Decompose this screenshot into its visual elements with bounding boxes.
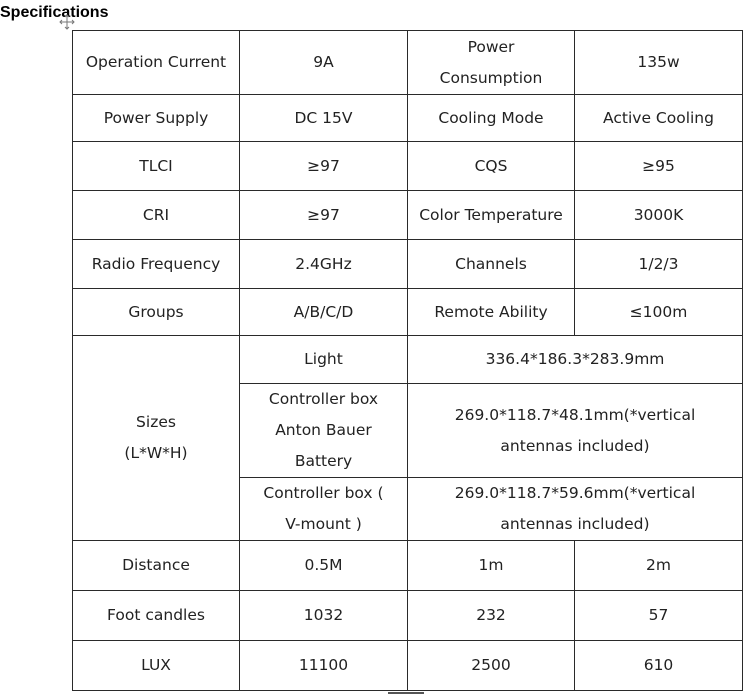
spec-label: Operation Current	[73, 31, 240, 95]
photometric-value: 610	[575, 641, 743, 691]
table-row	[73, 591, 743, 641]
sizes-value: 269.0*118.7*48.1mm(*vertical antennas included)	[408, 384, 743, 478]
table-row	[73, 240, 743, 289]
spec-label: CRI	[73, 191, 240, 240]
sizes-label: Sizes (L*W*H)	[73, 336, 240, 541]
photometric-label: LUX	[73, 641, 240, 691]
resize-handle[interactable]	[388, 692, 424, 694]
photometric-value: 1m	[408, 541, 575, 591]
move-handle-icon[interactable]	[59, 14, 75, 30]
photometric-value: 2m	[575, 541, 743, 591]
spec-value: ≥97	[240, 191, 408, 240]
spec-value: A/B/C/D	[240, 289, 408, 336]
photometric-value: 0.5M	[240, 541, 408, 591]
spec-value: DC 15V	[240, 95, 408, 142]
sizes-sub-label: Controller box Anton Bauer Battery	[240, 384, 408, 478]
specifications-table	[72, 30, 743, 691]
photometric-label: Foot candles	[73, 591, 240, 641]
spec-value: 1/2/3	[575, 240, 743, 289]
spec-label: CQS	[408, 142, 575, 191]
spec-value: 135w	[575, 31, 743, 95]
photometric-value: 2500	[408, 641, 575, 691]
photometric-label: Distance	[73, 541, 240, 591]
photometric-value: 57	[575, 591, 743, 641]
spec-label: TLCI	[73, 142, 240, 191]
spec-value: Active Cooling	[575, 95, 743, 142]
table-row	[73, 191, 743, 240]
photometric-value: 11100	[240, 641, 408, 691]
spec-value: ≤100m	[575, 289, 743, 336]
spec-value: 9A	[240, 31, 408, 95]
sizes-sub-label: Light	[240, 336, 408, 384]
sizes-value: 269.0*118.7*59.6mm(*vertical antennas included)	[408, 478, 743, 541]
photometric-value: 1032	[240, 591, 408, 641]
table-row	[73, 31, 743, 95]
spec-label: Cooling Mode	[408, 95, 575, 142]
sizes-sub-label: Controller box ( V-mount )	[240, 478, 408, 541]
table-row	[73, 142, 743, 191]
spec-label: Power Supply	[73, 95, 240, 142]
spec-label: Remote Ability	[408, 289, 575, 336]
section-heading: Specifications	[0, 4, 109, 21]
table-row	[73, 541, 743, 591]
spec-value: 2.4GHz	[240, 240, 408, 289]
spec-label: Color Temperature	[408, 191, 575, 240]
table-row	[73, 641, 743, 691]
photometric-value: 232	[408, 591, 575, 641]
sizes-value: 336.4*186.3*283.9mm	[408, 336, 743, 384]
table-row	[73, 95, 743, 142]
spec-value: 3000K	[575, 191, 743, 240]
table-row	[73, 289, 743, 336]
spec-value: ≥97	[240, 142, 408, 191]
spec-label: Power Consumption	[408, 31, 575, 95]
spec-label: Groups	[73, 289, 240, 336]
table-row	[73, 336, 743, 384]
spec-label: Radio Frequency	[73, 240, 240, 289]
spec-value: ≥95	[575, 142, 743, 191]
spec-label: Channels	[408, 240, 575, 289]
